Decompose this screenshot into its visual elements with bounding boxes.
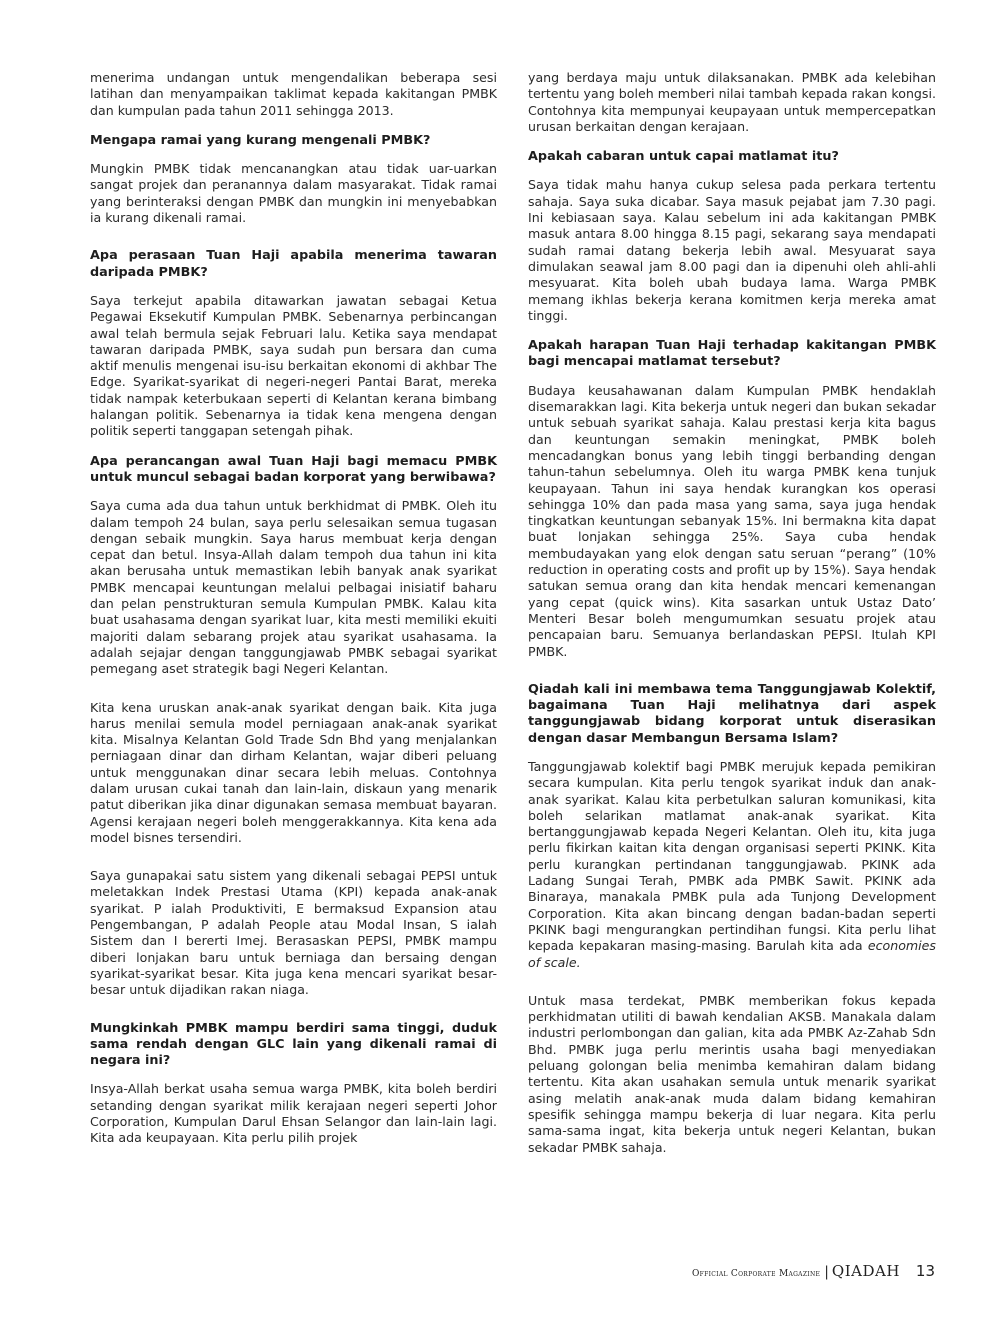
magazine-label: Official Corporate Magazine	[691, 1269, 821, 1279]
body-paragraph: Kita kena uruskan anak-anak syarikat dengan baik. Kita juga harus menilai semula model perniagaan anak-anak syarikat kita. Misalnya Kelantan Gold Trade Sdn Bhd yang menjalankan perniagaan dinar dan dirham Kelantan, wajar diberi peluang untuk menggunakan dinar secara lebih meluas. Contohnya dalam urusan cukai tanah dan lain-lain, diskaun yang menarik patut diberikan jika dinar digunakan semasa membuat bayaran. Agensi kerajaan negeri boleh menggerakkannya. Kita kena ada model bisnes tersendiri.	[90, 699, 497, 845]
question-heading: Apa perancangan awal Tuan Haji bagi memacu PMBK untuk muncul sebagai badan korporat yang berwibawa?	[90, 453, 497, 485]
page-number: 13	[915, 1262, 935, 1280]
question-heading: Apakah harapan Tuan Haji terhadap kakitangan PMBK bagi mencapai matlamat tersebut?	[528, 338, 936, 370]
question-heading: Apakah cabaran untuk capai matlamat itu?	[528, 149, 839, 165]
question-heading: Mengapa ramai yang kurang mengenali PMBK?	[90, 132, 431, 148]
body-paragraph: Untuk masa terdekat, PMBK memberikan fokus kepada perkhidmatan utiliti di bawah kendalian AKSB. Manakala dalam industri perlombongan dan galian, kita ada PMBK Az-Zahab Sdn Bhd. PMBK juga perlu merintis usaha bagi menyediakan peluang golongan belia menimba kemahiran dalam bidang tertentu. Kita akan usahakan semula untuk menarik syarikat asing melatih anak-anak muda dalam bidang kemahiran spesifik sehingga mampu bekerja di luar negara. Kita perlu sama-sama ingat, kita bekerja untuk negeri Kelantan, bukan sekadar PMBK sahaja.	[528, 992, 936, 1155]
body-paragraph: menerima undangan untuk mengendalikan beberapa sesi latihan dan menyampaikan taklimat kepada kakitangan PMBK dan kumpulan pada tahun 2011 sehingga 2013.	[90, 70, 497, 118]
body-paragraph: Saya gunapakai satu sistem yang dikenali sebagai PEPSI untuk meletakkan Indek Prestasi Utama (KPI) kepada anak-anak syarikat. P ialah Produktiviti, E bermaksud Expansion atau Pengembangan, P adalah People atau Modal Insan, S ialah Sistem dan I bererti Imej. Berasaskan PEPSI, PMBK mampu diberi lonjakan baru untuk berniaga dan bersaing dengan syarikat-syarikat besar. Kita juga kena mencari syarikat besar-besar untuk dijadikan rakan niaga.	[90, 868, 497, 998]
body-paragraph: Saya tidak mahu hanya cukup selesa pada perkara tertentu sahaja. Saya suka dicabar. Saya masuk pejabat jam 7.30 pagi. Ini kebiasaan saya. Kalau sebelum ini ada kakitangan PMBK masuk antara 8.00 hingga 8.15 pagi, sekarang saya mendapati sudah ramai datang bekerja lebih awal. Mesyuarat saya dimulakan seawal jam 8.00 pagi dan ia dipenuhi oleh ahli-ahli mesyuarat. Kita boleh ubah budaya lama. Warga PMBK memang ikhlas bekerja kerana komitmen kerja mereka amat tinggi.	[528, 177, 936, 323]
magazine-brand: QIADAH	[831, 1262, 900, 1280]
page-footer	[692, 1262, 935, 1280]
body-paragraph: Insya-Allah berkat usaha semua warga PMBK, kita boleh berdiri setanding dengan syarikat milik kerajaan negeri seperti Johor Corporation, Kumpulan Darul Ehsan Selangor dan lain-lain lagi. Kita ada keupayaan. Kita perlu pilih projek	[90, 1081, 497, 1146]
paragraph-text: Tanggungjawab kolektif bagi PMBK merujuk kepada pemikiran secara kumpulan. Kita perlu tengok syarikat induk dan anak-anak syarikat. Kalau kita perbetulkan saluran komunikasi, kita boleh selarikan matlamat anak-anak syarikat. Kita bertanggungjawab kepada Negeri Kelantan. Oleh itu, kita juga perlu fikirkan kaitan kita dengan organisasi seperti PKINK. Kita perlu kurangkan pertindanan tanggungjawab. PKINK ada Ladang Sungai Terah, PMBK ada PMBK Sawit. PKINK ada Binaraya, manakala PMBK pula ada Tunjong Development Corporation. Kita akan bincang dengan badan-badan seperti PKINK bagi mengurangkan pertindihan fungsi. Kita perlu lihat kepada kepakaran masing-masing. Barulah kita ada	[528, 758, 936, 954]
body-paragraph: yang berdaya maju untuk dilaksanakan. PMBK ada kelebihan tertentu yang boleh memberi nilai tambah kepada rakan kongsi. Contohnya kita mempunyai keupayaan untuk mempercepatkan urusan berkaitan dengan kerajaan.	[528, 70, 936, 134]
body-paragraph: Saya terkejut apabila ditawarkan jawatan sebagai Ketua Pegawai Eksekutif Kumpulan PMBK. Sebenarnya perbincangan awal telah bermula sejak Februari lalu. Ketika saya mendapat tawaran daripada PMBK, saya sudah pun bersara dan cuma aktif menulis mengenai isu-isu berkaitan ekonomi di akhbar The Edge. Syarikat-syarikat di negeri-negeri Pantai Barat, mereka tidak nampak keterbukaan seperti di Kelantan kerana bimbang halangan politik. Sebenarnya ia tidak kena mengena dengan politik seperti tanggapan setengah pihak.	[90, 292, 497, 439]
body-paragraph	[528, 759, 936, 971]
right-column	[528, 70, 936, 1170]
question-heading: Qiadah kali ini membawa tema Tanggungjawab Kolektif, bagaimana Tuan Haji melihatnya dari aspek tanggungjawab bidang korporat untuk diserasikan dengan dasar Membangun Bersama Islam?	[528, 681, 936, 746]
body-paragraph: Mungkin PMBK tidak mencanangkan atau tidak uar-uarkan sangat projek dan peranannya dalam masyarakat. Tidak ramai yang berinteraksi dengan PMBK dan mungkin ini menyebabkan ia kurang dikenali ramai.	[90, 161, 497, 226]
body-paragraph: Saya cuma ada dua tahun untuk berkhidmat di PMBK. Oleh itu dalam tempoh 24 bulan, saya perlu selesaikan semua tugasan dengan sebaik mungkin. Saya harus membuat kerja dengan cepat dan betul. Insya-Allah dalam tempoh dua tahun ini kita akan berusaha untuk memastikan lebih banyak anak syarikat PMBK mencapai keuntungan melalui pelbagai inisiatif baharu dan pelan penstrukturan semula Kumpulan PMBK. Kalau kita buat usahasama dengan syarikat luar, kita mesti memiliki ekuiti majoriti dalam sebarang projek atau syarikat usahasama. Ia adalah sejajar dengan tanggungjawab PMBK sebagai syarikat pemegang aset strategik bagi Negeri Kelantan.	[90, 498, 497, 677]
body-paragraph: Budaya keusahawanan dalam Kumpulan PMBK hendaklah disemarakkan lagi. Kita bekerja untuk negeri dan bukan sekadar untuk sebuah syarikat sahaja. Kalau prestasi kerja kita bagus dan keuntungan semakin meningkat, PMBK boleh mencadangkan bonus yang lebih tinggi berbanding dengan tahun-tahun sebelumnya. Oleh itu warga PMBK kena tunjuk keupayaan. Tahun ini saya hendak kurangkan kos operasi sehingga 10% dan pada masa yang sama, saya juga hendak tingkatkan keuntungan sebanyak 15%. Ini bermakna kita dapat buat lonjakan sehingga 25%. Saya cuba hendak membudayakan yang elok dengan satu seruan “perang” (10% reduction in operating costs and profit up by 15%). Saya hendak satukan semua orang dan kita hendak mencari kemenangan yang cepat (quick wins). Kita sasarkan untuk Ustaz Dato’ Menteri Besar boleh mengumumkan sesuatu projek atau pencapaian baru. Semuanya berlandaskan PEPSI. Itulah KPI PMBK.	[528, 382, 936, 659]
question-heading: Mungkinkah PMBK mampu berdiri sama tinggi, duduk sama rendah dengan GLC lain yang dikenali ramai di negara ini?	[90, 1020, 497, 1069]
left-column	[90, 70, 497, 1161]
footer-separator: |	[824, 1264, 829, 1280]
question-heading: Apa perasaan Tuan Haji apabila menerima tawaran daripada PMBK?	[90, 248, 497, 280]
italic-phrase: economies of scale.	[528, 938, 936, 970]
